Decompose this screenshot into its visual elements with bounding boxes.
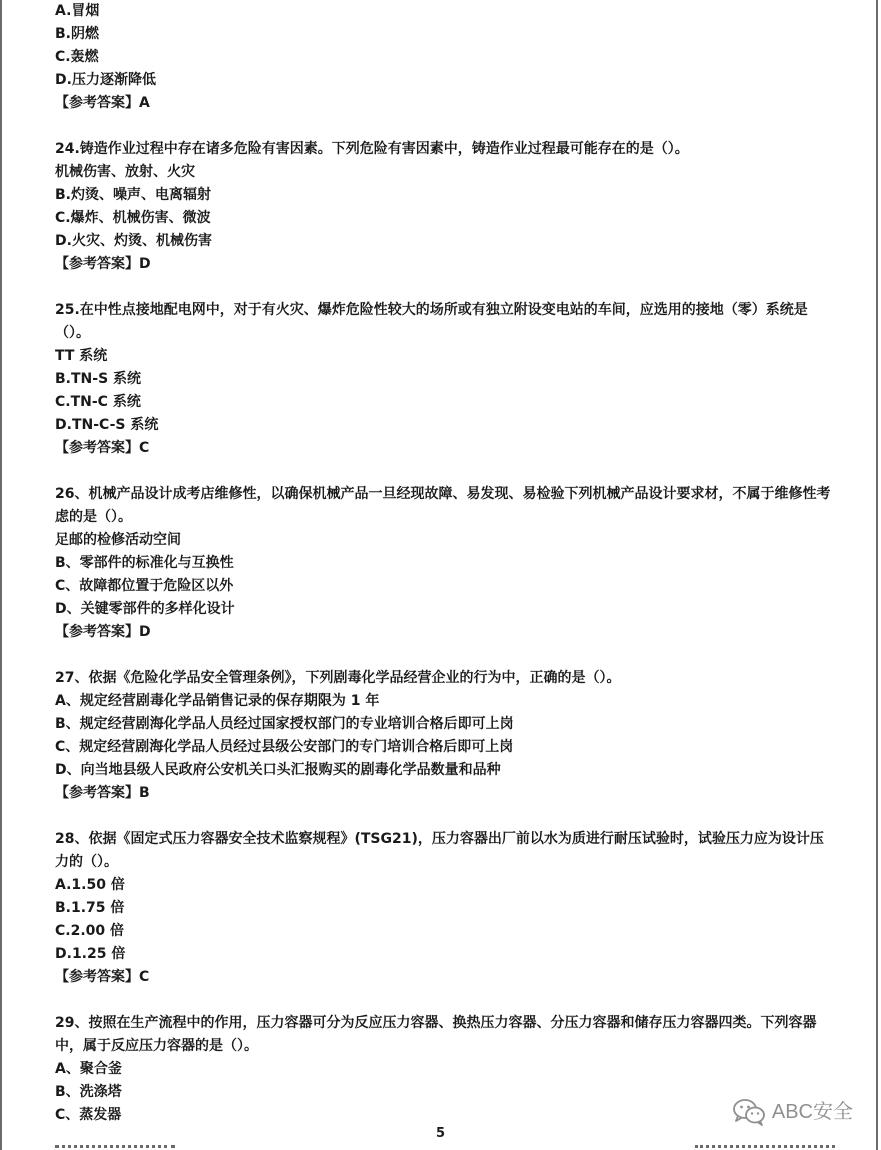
option-line: A、聚合釜 — [55, 1061, 122, 1077]
spacer — [55, 805, 835, 828]
spacer — [55, 644, 835, 667]
option-line: D、关键零部件的多样化设计 — [55, 601, 235, 617]
option-line: B、洗涤塔 — [55, 1084, 122, 1100]
option-line: A、规定经营剧毒化学品销售记录的保存期限为 1 年 — [55, 693, 380, 709]
option-line: TT 系统 — [55, 348, 108, 364]
watermark-text: ABC安全 — [771, 1101, 853, 1123]
option-line: 机械伤害、放射、火灾 — [55, 164, 195, 180]
question-stem: 25.在中性点接地配电网中，对于有火灾、爆炸危险性较大的场所或有独立附设变电站的车间，应选用的接地（零）系统是（）。 — [55, 302, 808, 341]
question-24 — [55, 138, 835, 276]
option-line: C.2.00 倍 — [55, 923, 125, 939]
option-line: D.火灾、灼烫、机械伤害 — [55, 233, 212, 249]
page-border-left — [0, 0, 2, 1150]
page-number: 5 — [435, 1126, 446, 1141]
answer-line: 【参考答案】D — [55, 256, 151, 272]
answer-line: 【参考答案】B — [55, 785, 150, 801]
answer-line: 【参考答案】A — [55, 95, 150, 111]
option-line: D.压力逐渐降低 — [55, 72, 156, 88]
option-line: A.1.50 倍 — [55, 877, 125, 893]
option-line: B、规定经营剧海化学品人员经过国家授权部门的专业培训合格后即可上岗 — [55, 716, 514, 732]
question-28 — [55, 828, 835, 989]
option-line: C、蒸发器 — [55, 1107, 122, 1123]
question-27 — [55, 667, 835, 805]
option-line: B、零部件的标准化与互换性 — [55, 555, 234, 571]
answer-line: 【参考答案】C — [55, 969, 150, 985]
spacer — [55, 276, 835, 299]
option-line: B.阴燃 — [55, 26, 99, 42]
option-line: C、故障都位置于危险区以外 — [55, 578, 234, 594]
option-line: B.TN-S 系统 — [55, 371, 142, 387]
wechat-icon — [732, 1098, 766, 1126]
option-line: D.1.25 倍 — [55, 946, 126, 962]
page-border-right — [876, 0, 878, 1150]
option-line: C.爆炸、机械伤害、微波 — [55, 210, 211, 226]
question-stem: 24.铸造作业过程中存在诸多危险有害因素。下列危险有害因素中，铸造作业过程最可能存在的是（）。 — [55, 141, 689, 157]
document-body — [55, 0, 835, 1127]
option-line: 足邮的检修活动空间 — [55, 532, 181, 548]
option-line: D.TN-C-S 系统 — [55, 417, 159, 433]
question-stem: 27、依据《危险化学品安全管理条例》，下列剧毒化学品经营企业的行为中，正确的是（）。 — [55, 670, 621, 686]
option-line: A.冒烟 — [55, 3, 100, 19]
question-23-tail — [55, 0, 835, 115]
option-line: C、规定经营剧海化学品人员经过县级公安部门的专门培训合格后即可上岗 — [55, 739, 514, 755]
question-stem: 28、依据《固定式压力容器安全技术监察规程》(TSG21)，压力容器出厂前以水为质进行耐压试验时，试验压力应为设计压力的（）。 — [55, 831, 824, 870]
spacer — [55, 989, 835, 1012]
question-26 — [55, 483, 835, 644]
footer-right-fragment — [695, 1145, 835, 1150]
option-line: D、向当地县级人民政府公安机关口头汇报购买的剧毒化学品数量和品种 — [55, 762, 501, 778]
footer-cut-off — [55, 1145, 835, 1150]
option-line: C.轰燃 — [55, 49, 99, 65]
answer-line: 【参考答案】C — [55, 440, 150, 456]
answer-line: 【参考答案】D — [55, 624, 151, 640]
option-line: C.TN-C 系统 — [55, 394, 141, 410]
question-stem: 26、机械产品设计成考店维修性，以确保机械产品一旦经现故障、易发现、易检验下列机械产品设计要求材，不属于维修性考虑的是（）。 — [55, 486, 831, 525]
question-25 — [55, 299, 835, 460]
spacer — [55, 460, 835, 483]
spacer — [55, 115, 835, 138]
watermark — [732, 1098, 853, 1126]
option-line: B.灼烫、噪声、电离辐射 — [55, 187, 211, 203]
footer-left-fragment — [55, 1145, 175, 1150]
option-line: B.1.75 倍 — [55, 900, 125, 916]
question-29 — [55, 1012, 835, 1127]
question-stem: 29、按照在生产流程中的作用，压力容器可分为反应压力容器、换热压力容器、分压力容器和储存压力容器四类。下列容器中，属于反应压力容器的是（）。 — [55, 1015, 817, 1054]
